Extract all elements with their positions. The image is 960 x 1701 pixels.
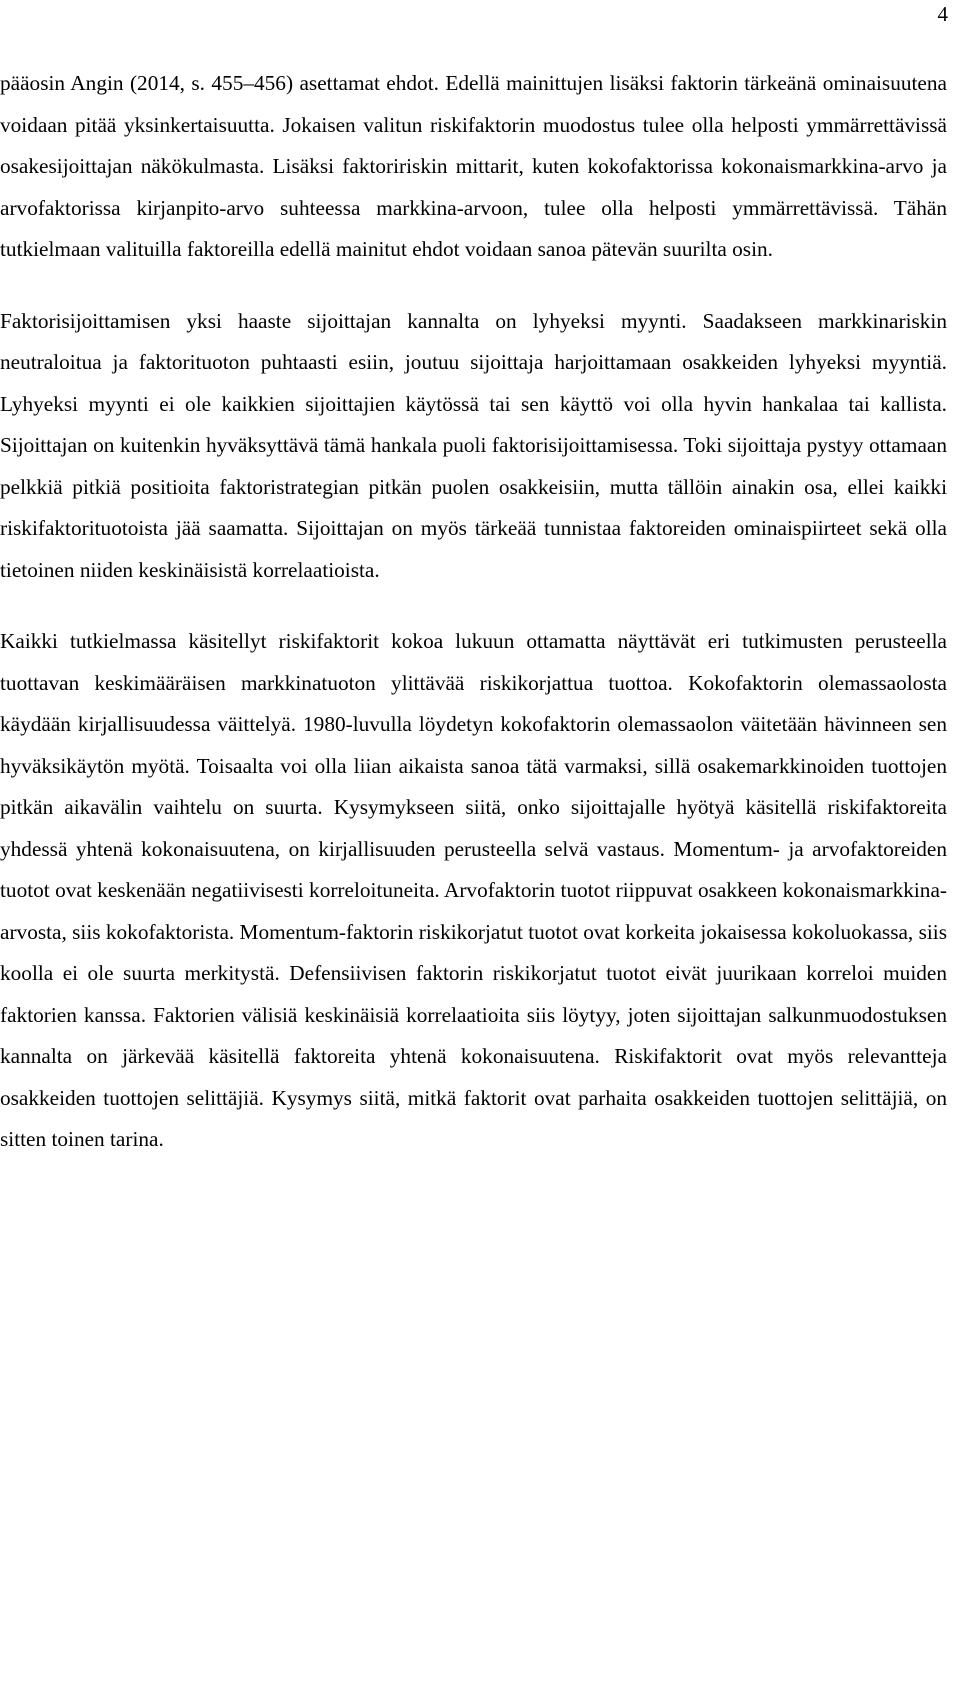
paragraph-3: Kaikki tutkielmassa käsitellyt riskifaktorit kokoa lukuun ottamatta näyttävät eri tutkimusten perusteella tuottavan keskimääräisen markkinatuoton ylittävää riskikorjattua tuottoa. Kokofaktorin olemassaolosta käydään kirjallisuudessa väittelyä. 1980-luvulla löydetyn kokofaktorin olemassaolon väitetään hävinneen sen hyväksikäytön myötä. Toisaalta voi olla liian aikaista sanoa tätä varmaksi, sillä osakemarkkinoiden tuottojen pitkän aikavälin vaihtelu on suurta. Kysymykseen siitä, onko sijoittajalle hyötyä käsitellä riskifaktoreita yhdessä yhtenä kokonaisuutena, on kirjallisuuden perusteella selvä vastaus. Momentum- ja arvofaktoreiden tuotot ovat keskenään negatiivisesti korreloituneita. Arvofaktorin tuotot riippuvat osakkeen kokonaismarkkina-arvosta, siis kokofaktorista. Momentum-faktorin riskikorjatut tuotot ovat korkeita jokaisessa kokoluokassa, siis koolla ei ole suurta merkitystä. Defensiivisen faktorin riskikorjatut tuotot eivät juurikaan korreloi muiden faktorien kanssa. Faktorien välisiä keskinäisiä korrelaatioita siis löytyy, joten sijoittajan salkunmuodostuksen kannalta on järkevää käsitellä faktoreita yhtenä kokonaisuutena. Riskifaktorit ovat myös relevantteja osakkeiden tuottojen selittäjiä. Kysymys siitä, mitkä faktorit ovat parhaita osakkeiden tuottojen selittäjiä, on sitten toinen tarina. — [0, 629, 947, 1151]
document-body — [0, 63, 947, 1161]
paragraph-2: Faktorisijoittamisen yksi haaste sijoittajan kannalta on lyhyeksi myynti. Saadakseen markkinariskin neutraloitua ja faktorituoton puhtaasti esiin, joutuu sijoittaja harjoittamaan osakkeiden lyhyeksi myyntiä. Lyhyeksi myynti ei ole kaikkien sijoittajien käytössä tai sen käyttö voi olla hyvin hankalaa tai kallista. Sijoittajan on kuitenkin hyväksyttävä tämä hankala puoli faktorisijoittamisessa. Toki sijoittaja pystyy ottamaan pelkkiä pitkiä positioita faktoristrategian pitkän puolen osakkeisiin, mutta tällöin ainakin osa, ellei kaikki riskifaktorituotoista jää saamatta. Sijoittajan on myös tärkeää tunnistaa faktoreiden ominaispiirteet sekä olla tietoinen niiden keskinäisistä korrelaatioista. — [0, 308, 947, 582]
page-number: 4 — [937, 2, 948, 26]
paragraph-1: pääosin Angin (2014, s. 455–456) asettamat ehdot. Edellä mainittujen lisäksi faktorin tärkeänä ominaisuutena voidaan pitää yksinkertaisuutta. Jokaisen valitun riskifaktorin muodostus tulee olla helposti ymmärrettävissä osakesijoittajan näkökulmasta. Lisäksi faktoririskin mittarit, kuten kokofaktorissa kokonaismarkkina-arvo ja arvofaktorissa kirjanpito-arvo suhteessa markkina-arvoon, tulee olla helposti ymmärrettävissä. Tähän tutkielmaan valituilla faktoreilla edellä mainitut ehdot voidaan sanoa pätevän suurilta osin. — [0, 71, 947, 261]
